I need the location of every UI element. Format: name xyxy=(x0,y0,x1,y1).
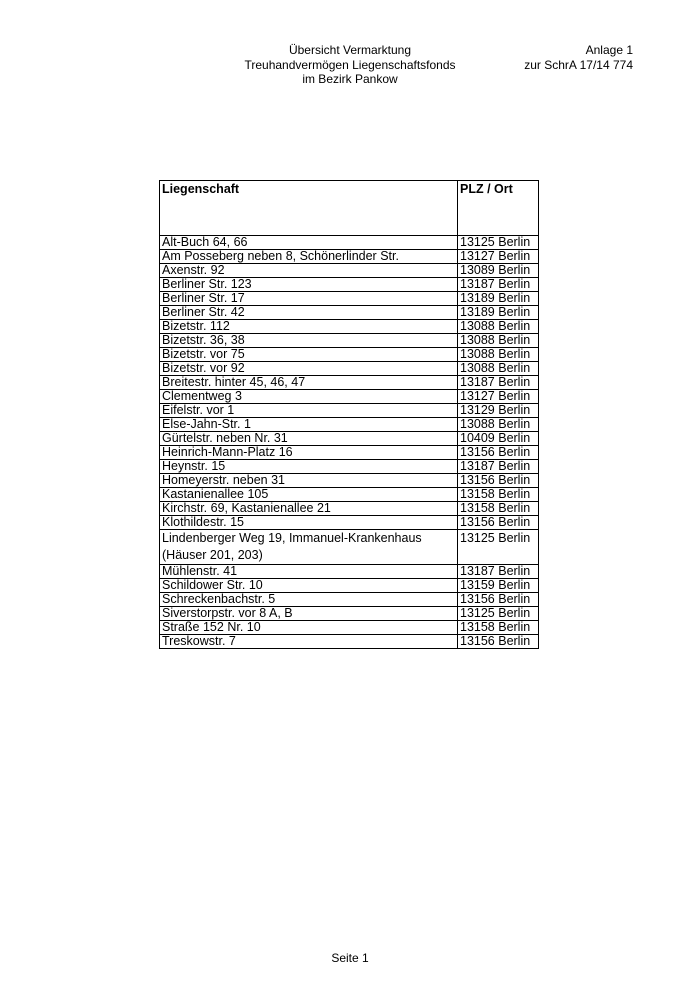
property-cell: Breitestr. hinter 45, 46, 47 xyxy=(160,376,458,390)
property-cell: Heinrich-Mann-Platz 16 xyxy=(160,446,458,460)
property-cell: Siverstorpstr. vor 8 A, B xyxy=(160,607,458,621)
annex-line: zur SchrA 17/14 774 xyxy=(524,57,633,72)
table-row xyxy=(160,474,539,488)
page-number: Seite 1 xyxy=(331,951,369,965)
table-row xyxy=(160,502,539,516)
property-cell: Straße 152 Nr. 10 xyxy=(160,621,458,635)
annex-reference xyxy=(500,43,633,72)
postcode-cell: 13127 Berlin xyxy=(458,250,539,264)
postcode-cell: 13156 Berlin xyxy=(458,635,539,649)
property-cell: Klothildestr. 15 xyxy=(160,516,458,530)
property-cell: Bizetstr. 36, 38 xyxy=(160,334,458,348)
property-cell: Bizetstr. vor 75 xyxy=(160,348,458,362)
postcode-cell: 13127 Berlin xyxy=(458,390,539,404)
property-cell: Clementweg 3 xyxy=(160,390,458,404)
table-row xyxy=(160,432,539,446)
postcode-cell: 13088 Berlin xyxy=(458,362,539,376)
postcode-cell: 13088 Berlin xyxy=(458,334,539,348)
column-header-property: Liegenschaft xyxy=(160,181,458,236)
property-cell: Kastanienallee 105 xyxy=(160,488,458,502)
table-row xyxy=(160,306,539,320)
property-cell: Mühlenstr. 41 xyxy=(160,565,458,579)
postcode-cell: 13156 Berlin xyxy=(458,474,539,488)
title-line: im Bezirk Pankow xyxy=(302,72,398,86)
property-cell: Else-Jahn-Str. 1 xyxy=(160,418,458,432)
table-row xyxy=(160,404,539,418)
postcode-cell: 13158 Berlin xyxy=(458,502,539,516)
table-row xyxy=(160,446,539,460)
table-row xyxy=(160,250,539,264)
document-title xyxy=(200,43,500,87)
table-row xyxy=(160,376,539,390)
property-cell: Berliner Str. 42 xyxy=(160,306,458,320)
property-cell: Eifelstr. vor 1 xyxy=(160,404,458,418)
table-row xyxy=(160,320,539,334)
property-cell: Schreckenbachstr. 5 xyxy=(160,593,458,607)
table-row xyxy=(160,565,539,579)
postcode-cell: 13088 Berlin xyxy=(458,320,539,334)
property-cell: Lindenberger Weg 19, Immanuel-Krankenhaus (Häuser 201, 203) xyxy=(160,530,458,565)
annex-line: Anlage 1 xyxy=(585,43,633,57)
property-cell: Am Posseberg neben 8, Schönerlinder Str. xyxy=(160,250,458,264)
postcode-cell: 13187 Berlin xyxy=(458,565,539,579)
table-row xyxy=(160,530,539,565)
table-row xyxy=(160,621,539,635)
title-line: Treuhandvermögen Liegenschaftsfonds xyxy=(244,57,456,72)
table-row xyxy=(160,362,539,376)
postcode-cell: 13088 Berlin xyxy=(458,418,539,432)
postcode-cell: 13125 Berlin xyxy=(458,607,539,621)
table-row xyxy=(160,264,539,278)
table-row xyxy=(160,579,539,593)
table-row xyxy=(160,635,539,649)
property-cell: Bizetstr. vor 92 xyxy=(160,362,458,376)
table-row xyxy=(160,418,539,432)
table-row xyxy=(160,348,539,362)
table-row xyxy=(160,236,539,250)
table-row xyxy=(160,390,539,404)
postcode-cell: 13156 Berlin xyxy=(458,446,539,460)
property-cell: Alt-Buch 64, 66 xyxy=(160,236,458,250)
table-header-row xyxy=(160,181,539,236)
postcode-cell: 10409 Berlin xyxy=(458,432,539,446)
property-cell: Bizetstr. 112 xyxy=(160,320,458,334)
property-cell: Berliner Str. 123 xyxy=(160,278,458,292)
table-row xyxy=(160,460,539,474)
property-cell: Berliner Str. 17 xyxy=(160,292,458,306)
property-cell: Schildower Str. 10 xyxy=(160,579,458,593)
property-cell: Gürtelstr. neben Nr. 31 xyxy=(160,432,458,446)
postcode-cell: 13088 Berlin xyxy=(458,348,539,362)
table-row xyxy=(160,292,539,306)
column-header-postcode: PLZ / Ort xyxy=(458,181,539,236)
title-line: Übersicht Vermarktung xyxy=(288,43,412,57)
postcode-cell: 13187 Berlin xyxy=(458,278,539,292)
property-cell: Kirchstr. 69, Kastanienallee 21 xyxy=(160,502,458,516)
table-body xyxy=(160,236,539,649)
postcode-cell: 13189 Berlin xyxy=(458,306,539,320)
postcode-cell: 13089 Berlin xyxy=(458,264,539,278)
table-row xyxy=(160,607,539,621)
postcode-cell: 13187 Berlin xyxy=(458,376,539,390)
property-cell: Heynstr. 15 xyxy=(160,460,458,474)
postcode-cell: 13159 Berlin xyxy=(458,579,539,593)
postcode-cell: 13158 Berlin xyxy=(458,621,539,635)
postcode-cell: 13156 Berlin xyxy=(458,593,539,607)
postcode-cell: 13156 Berlin xyxy=(458,516,539,530)
table-row xyxy=(160,278,539,292)
table-row xyxy=(160,593,539,607)
table-row xyxy=(160,488,539,502)
postcode-cell: 13129 Berlin xyxy=(458,404,539,418)
table-row xyxy=(160,334,539,348)
postcode-cell: 13189 Berlin xyxy=(458,292,539,306)
postcode-cell: 13125 Berlin xyxy=(458,236,539,250)
postcode-cell: 13125 Berlin xyxy=(458,530,539,565)
table-row xyxy=(160,516,539,530)
property-cell: Axenstr. 92 xyxy=(160,264,458,278)
property-cell: Treskowstr. 7 xyxy=(160,635,458,649)
postcode-cell: 13187 Berlin xyxy=(458,460,539,474)
postcode-cell: 13158 Berlin xyxy=(458,488,539,502)
property-cell: Homeyerstr. neben 31 xyxy=(160,474,458,488)
properties-table xyxy=(159,180,539,649)
